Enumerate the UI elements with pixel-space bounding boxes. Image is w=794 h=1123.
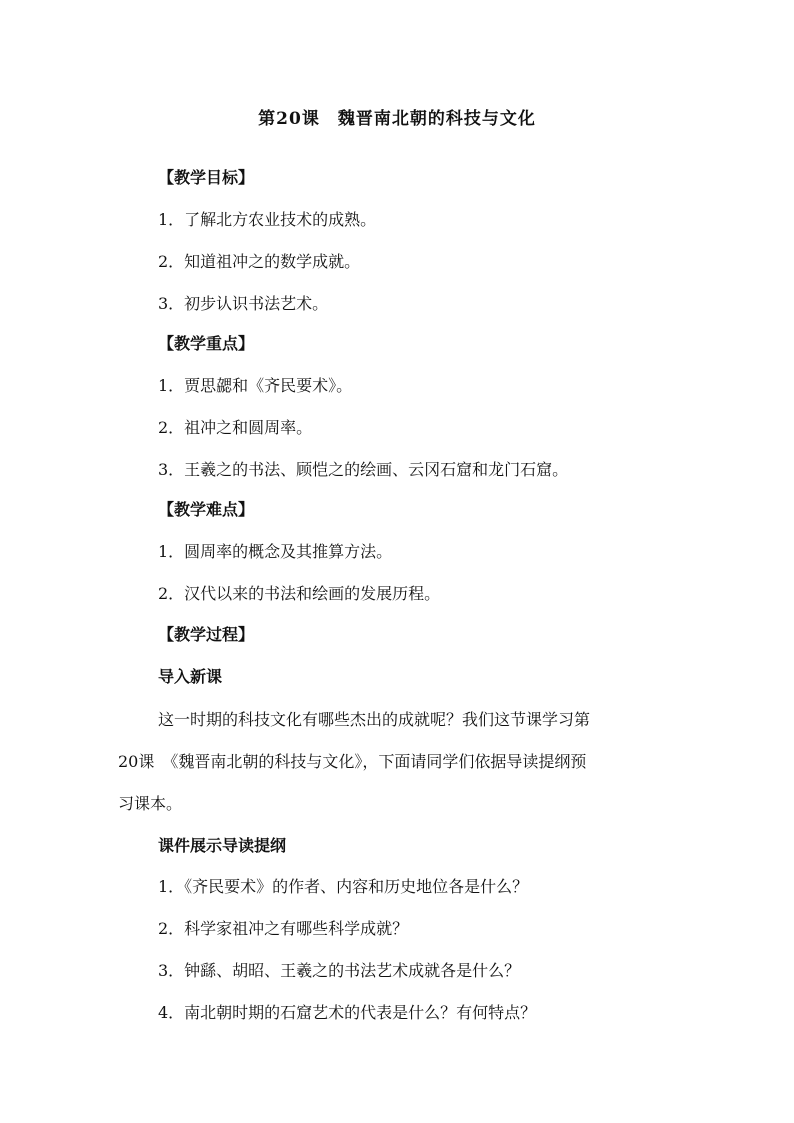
key-point-item: 3．王羲之的书法、顾恺之的绘画、云冈石窟和龙门石窟。 xyxy=(158,460,569,479)
outline-item: 2．科学家祖冲之有哪些科学成就？ xyxy=(158,919,409,938)
intro-paragraph-line: 这一时期的科技文化有哪些杰出的成就呢？我们这节课学习第 xyxy=(158,710,591,729)
goals-heading: 【教学目标】 xyxy=(158,168,255,187)
intro-title: 导入新课 xyxy=(158,667,223,686)
goal-item: 3．初步认识书法艺术。 xyxy=(158,294,329,313)
process-heading: 【教学过程】 xyxy=(158,625,255,644)
difficulty-item: 2．汉代以来的书法和绘画的发展历程。 xyxy=(158,584,441,603)
outline-item: 4．南北朝时期的石窟艺术的代表是什么？有何特点？ xyxy=(158,1003,537,1022)
goal-item: 1．了解北方农业技术的成熟。 xyxy=(158,210,377,229)
key-points-heading: 【教学重点】 xyxy=(158,334,255,353)
key-point-item: 1．贾思勰和《齐民要术》。 xyxy=(158,376,353,395)
outline-item: 3．钟繇、胡昭、王羲之的书法艺术成就各是什么？ xyxy=(158,961,521,980)
intro-paragraph-line: 20课 《魏晋南北朝的科技与文化》，下面请同学们依据导读提纲预 xyxy=(118,752,587,771)
outline-title: 课件展示导读提纲 xyxy=(158,836,287,855)
key-point-item: 2．祖冲之和圆周率。 xyxy=(158,418,313,437)
difficulty-item: 1．圆周率的概念及其推算方法。 xyxy=(158,542,393,561)
intro-paragraph-line: 习课本。 xyxy=(118,794,183,813)
page-title: 第20课 魏晋南北朝的科技与文化 xyxy=(258,109,536,129)
goal-item: 2．知道祖冲之的数学成就。 xyxy=(158,252,361,271)
outline-item: 1．《齐民要术》的作者、内容和历史地位各是什么？ xyxy=(158,877,529,896)
difficulties-heading: 【教学难点】 xyxy=(158,500,255,519)
